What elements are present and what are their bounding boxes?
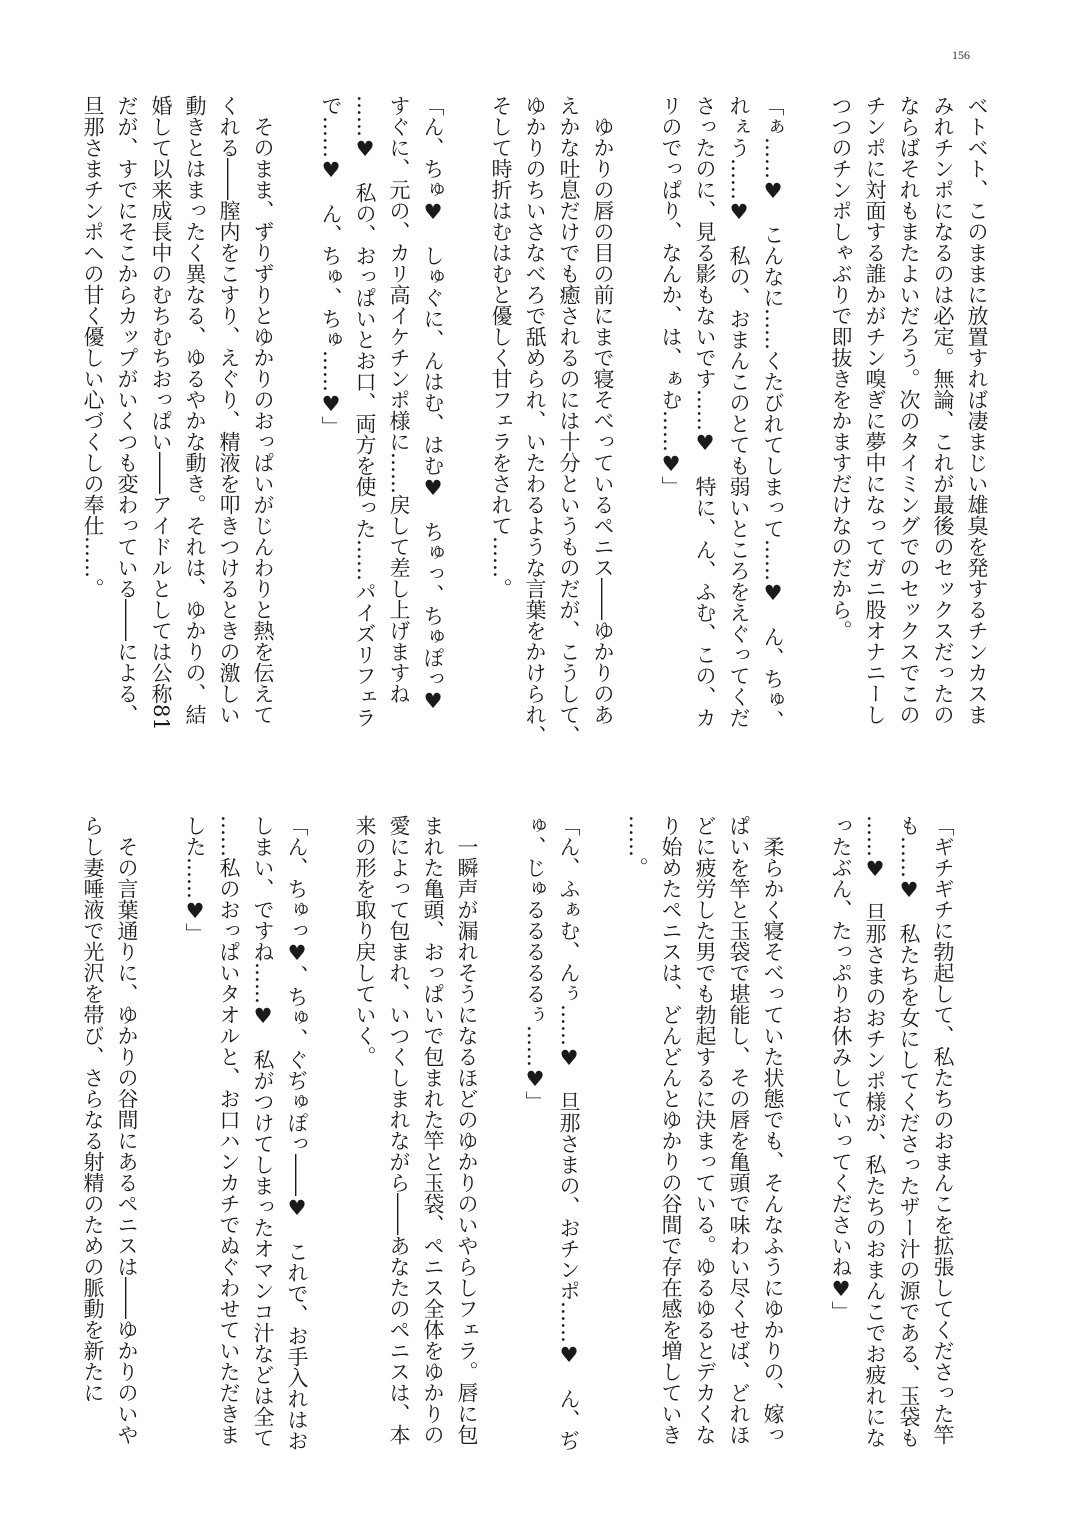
text-line bbox=[790, 95, 824, 735]
text-line: ……。 bbox=[625, 815, 649, 878]
text-line: だが、すでにそこからカップがいくつも変わっている――による、 bbox=[115, 95, 139, 725]
text-line: ゅ、じゅるるるるるぅ……♥」 bbox=[523, 815, 547, 1112]
text-line: り始めたペニスは、どんどんとゆかりの谷間で存在感を増していき bbox=[659, 815, 683, 1445]
text-line: 「ん、ちゅっ♥、ちゅ、ぐぢゅぽっ――♥ これで、お手入れはお bbox=[285, 815, 309, 1451]
text-line: した……♥」 bbox=[183, 815, 207, 944]
text-line: ゆかりの唇の目の前にまで寝そべっているペニス――ゆかりのあ bbox=[591, 95, 615, 725]
text-line: 愛によって包まれ、いつくしまれながら――あなたのペニスは、本 bbox=[387, 815, 411, 1445]
text-line: 「ん、ふぁむ、んぅ……♥ 旦那さまの、おチンポ……♥ ん、ぢ bbox=[557, 815, 581, 1451]
page-number: 156 bbox=[952, 48, 970, 62]
text-line: 動きとはまったく異なる、ゆるやかな動き。それは、ゆかりの、結 bbox=[183, 95, 207, 725]
text-line: そして時折はむはむと優しく甘フェラをされて……。 bbox=[489, 95, 513, 599]
text-line: 来の形を取り戻していく。 bbox=[353, 815, 377, 1067]
text-line: ぱいを竿と玉袋で堪能し、その唇を亀頭で味わい尽くせば、どれほ bbox=[727, 815, 751, 1445]
text-line: そのまま、ずりずりとゆかりのおっぱいがじんわりと熱を伝えて bbox=[251, 95, 275, 725]
text-block-top bbox=[76, 95, 994, 746]
text-line: 「ギチギチに勃起して、私たちのおまんこを拡張してくださった竿 bbox=[931, 815, 955, 1445]
text-line: チンポに対面する誰かがチン嗅ぎに夢中になってガニ股オナニーし bbox=[863, 95, 887, 725]
text-line: れぇう……♥ 私の、おまんこのとても弱いところをえぐってくだ bbox=[727, 95, 751, 728]
text-line bbox=[280, 95, 314, 735]
text-line: くれる――膣内をこすり、えぐり、精液を叩きつけるときの激しい bbox=[217, 95, 241, 725]
text-block-bottom bbox=[76, 815, 960, 1455]
text-line: えかな吐息だけでも癒されるのには十分というものだが、こうして、 bbox=[557, 95, 581, 746]
text-line bbox=[586, 815, 620, 1455]
text-line: 旦那さまチンポへの甘く優しい心づくしの奉仕……。 bbox=[81, 95, 105, 599]
text-line: ……私のおっぱいタオルと、お口ハンカチでぬぐわせていただきま bbox=[217, 815, 241, 1445]
text-line bbox=[620, 95, 654, 735]
text-line bbox=[314, 815, 348, 1455]
text-line: も……♥ 私たちを女にしてくださったザー汁の源である、玉袋も bbox=[897, 815, 921, 1448]
text-line: つつのチンポしゃぶりで即抜きをかますだけなのだから。 bbox=[829, 95, 853, 641]
text-line: すぐに、元の、カリ高イケチンポ様に……戻して差し上げますね bbox=[387, 95, 411, 704]
text-line: ……♥ 私の、おっぱいとお口、両方を使った……パイズリフェラ bbox=[353, 95, 377, 728]
text-line: その言葉通りに、ゆかりの谷間にあるペニスは――ゆかりのいや bbox=[115, 815, 139, 1445]
text-line bbox=[790, 815, 824, 1455]
text-line: で……♥ ん、ちゅ、ちゅ……♥」 bbox=[319, 95, 343, 437]
text-line: らし妻唾液で光沢を帯び、さらなる射精のための脈動を新たに bbox=[81, 815, 105, 1403]
text-line: しまい、ですね……♥ 私がつけてしまったオマンコ汁などは全て bbox=[251, 815, 275, 1448]
text-line: ベトベト、このままに放置すれば凄まじい雄臭を発するチンカスま bbox=[965, 95, 989, 725]
text-line: どに疲労した男でも勃起するに決まっている。ゆるゆるとデカくな bbox=[693, 815, 717, 1445]
text-line: ったぶん、たっぷりお休みしていってくださいね♥」 bbox=[829, 815, 853, 1322]
text-line bbox=[144, 815, 178, 1455]
text-line: ……♥ 旦那さまのおチンポ様が、私たちのおまんこでお疲れにな bbox=[863, 815, 887, 1448]
text-line: ならばそれもまたよいだろう。次のタイミングでのセックスでこの bbox=[897, 95, 921, 725]
text-line: 婚して以来成長中のむちむちおっぱい――アイドルとしては公称81 bbox=[149, 95, 173, 731]
text-line: 柔らかく寝そべっていた状態でも、そんなふうにゆかりの、嫁っ bbox=[761, 815, 785, 1445]
text-line: 一瞬声が漏れそうになるほどのゆかりのいやらしフェラ。唇に包 bbox=[455, 815, 479, 1445]
text-line: 「ぁ……♥ こんなに……くたびれてしまって……♥ ん、ちゅ、 bbox=[761, 95, 785, 731]
text-line bbox=[484, 815, 518, 1455]
text-line: まれた亀頭、おっぱいで包まれた竿と玉袋、ペニス全体をゆかりの bbox=[421, 815, 445, 1445]
text-line: リのでっぱり、なんか、は、ぁむ……♥」 bbox=[659, 95, 683, 497]
text-line: さったのに、見る影もないです……♥ 特に、ん、ふむ、この、カ bbox=[693, 95, 717, 728]
text-line: ゆかりのちいさなべろで舐められ、いたわるような言葉をかけられ、 bbox=[523, 95, 547, 746]
text-line: 「ん、ちゅ♥ しゅぐに、んはむ、はむ♥ ちゅっ、ちゅぽっ♥ bbox=[421, 95, 445, 713]
text-line: みれチンポになるのは必定。無論、これが最後のセックスだったの bbox=[931, 95, 955, 725]
text-line bbox=[450, 95, 484, 735]
